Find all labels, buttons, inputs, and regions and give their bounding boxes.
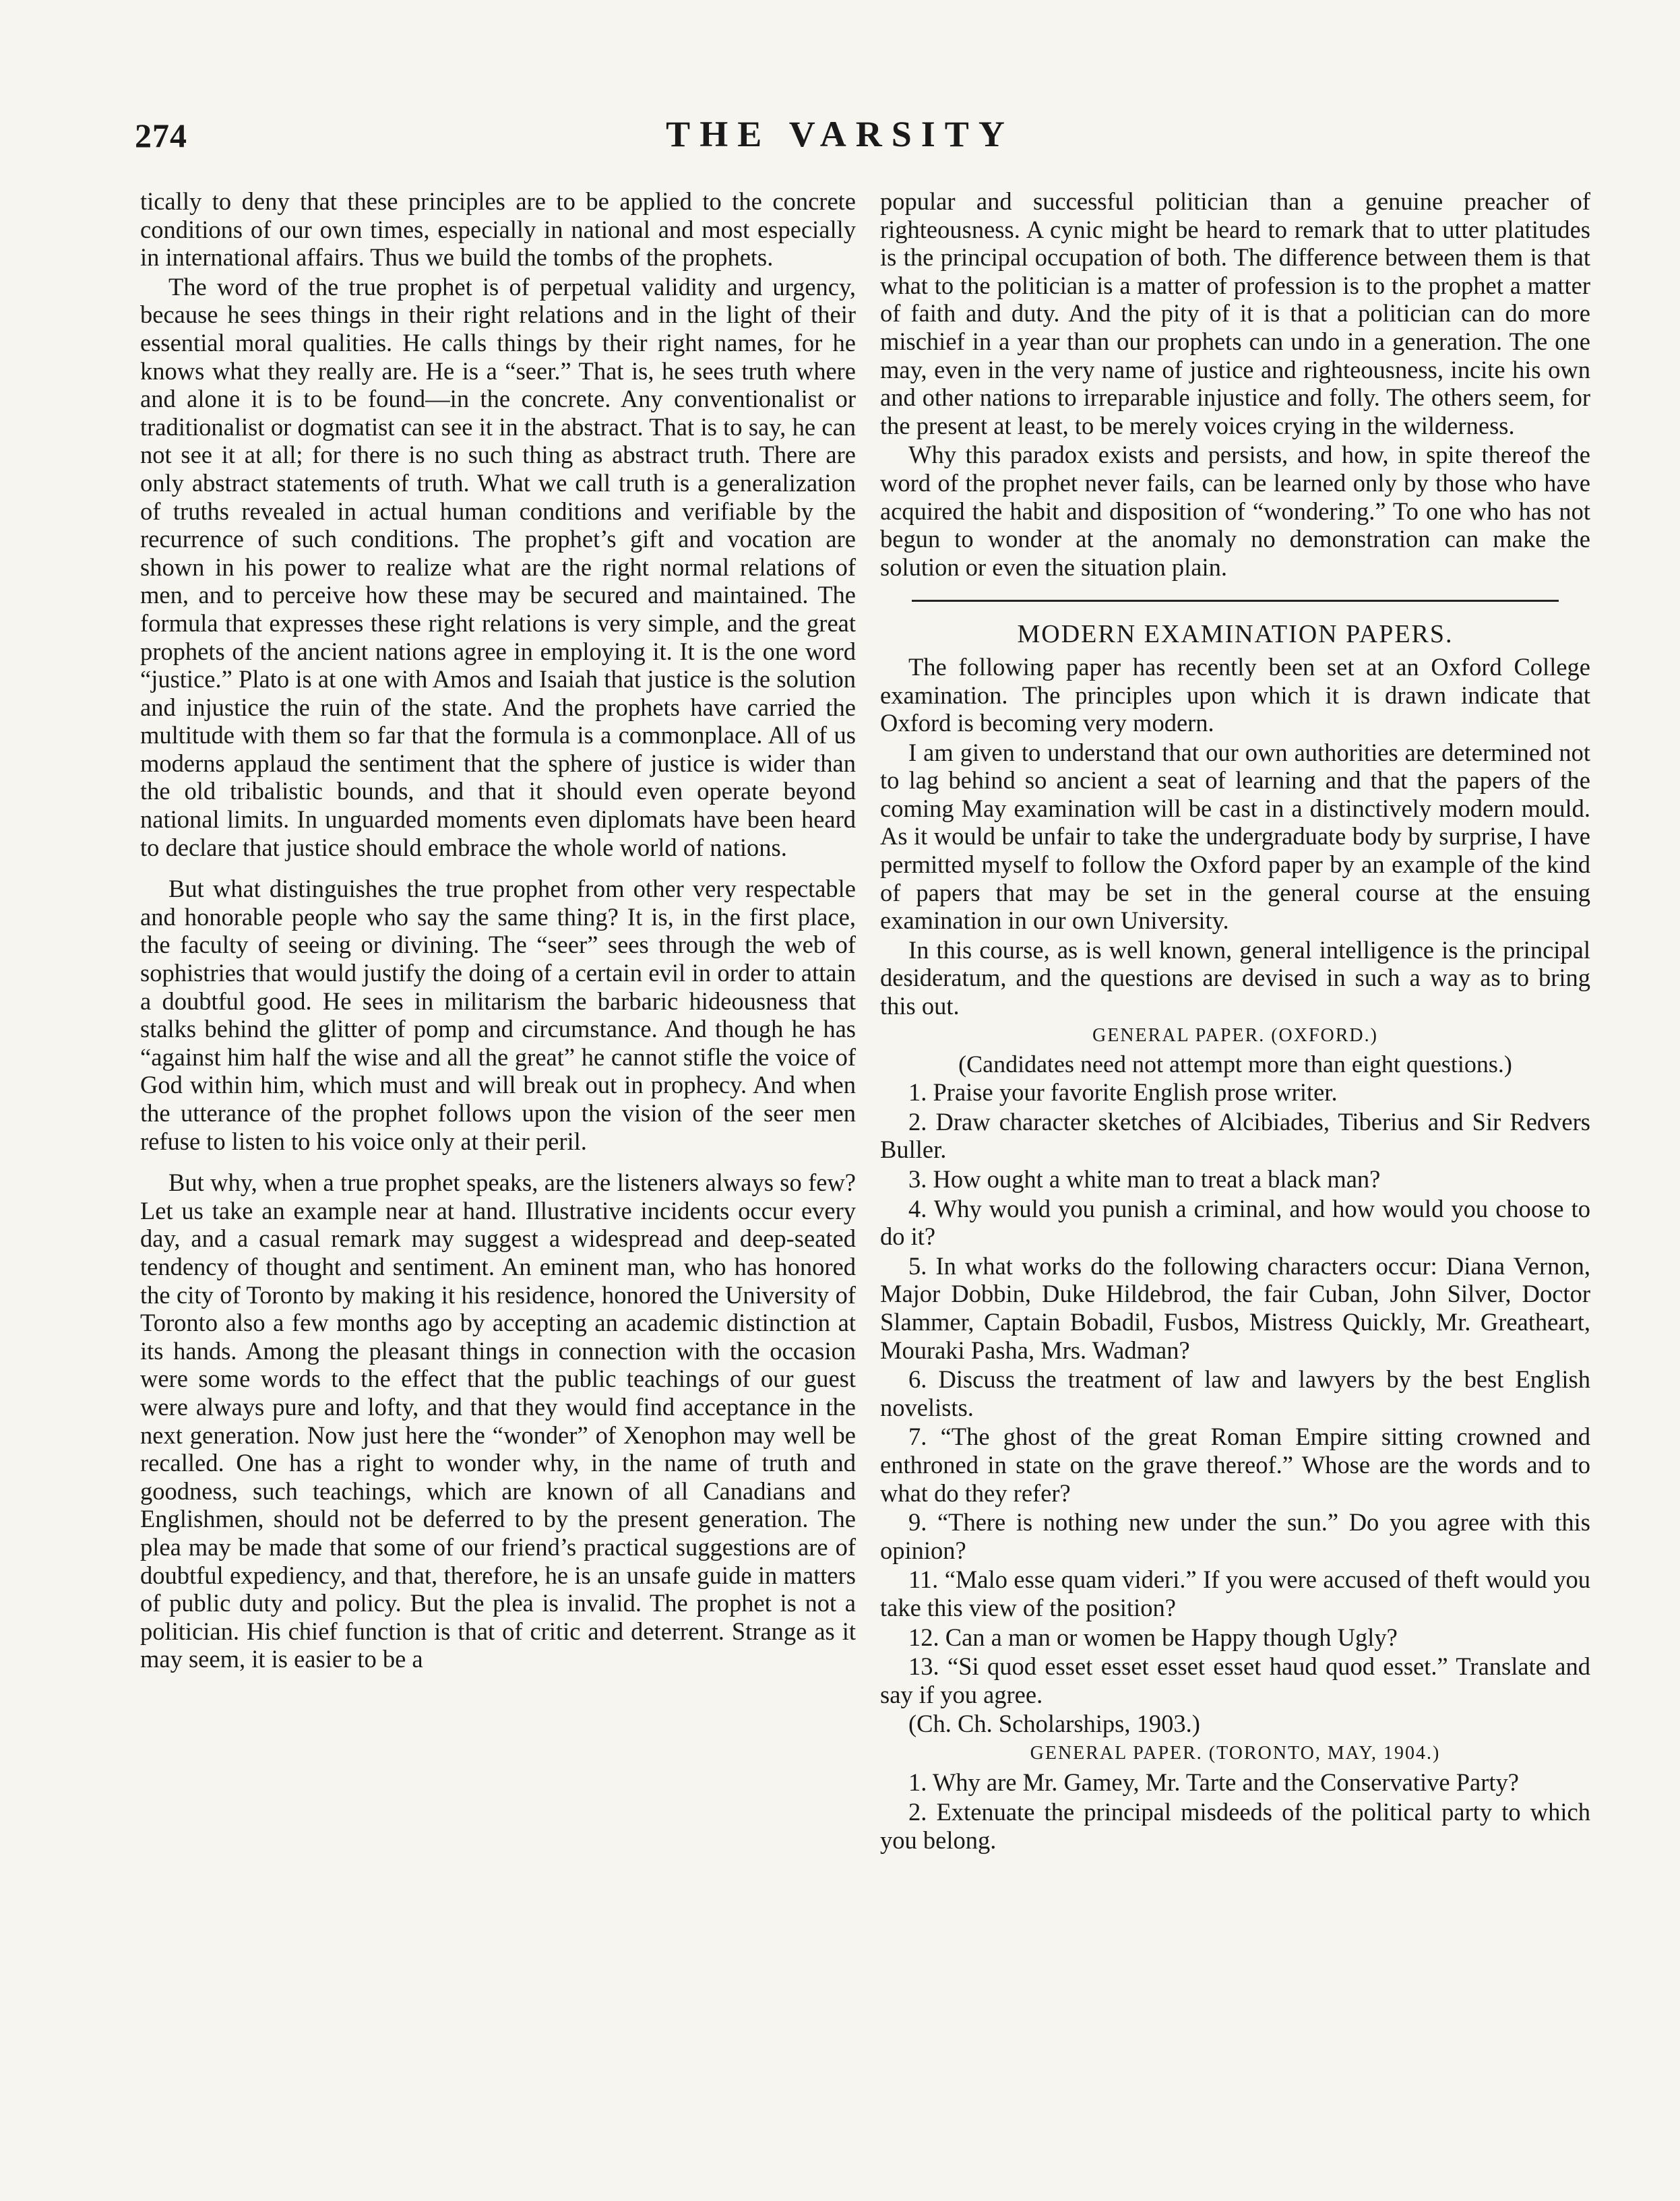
oxford-paper-note: (Candidates need not attempt more than eight questions.) [958,1051,1512,1078]
exam-question: 4. Why would you punish a criminal, and how would you choose to do it? [880,1194,1590,1251]
page-number: 274 [135,117,187,154]
section-divider [912,600,1559,602]
exam-question: 9. “There is nothing new under the sun.” Do you agree with this opinion? [880,1508,1590,1564]
journal-title: THE VARSITY [666,114,1014,154]
exam-question: 2. Extenuate the principal misdeeds of the political party to which you belong. [880,1798,1590,1854]
paragraph: Why this paradox exists and persists, and how, in spite thereof the word of the prophet never fails, can be learned only by those who have acquired the habit and disposition of “wondering.” To one who has not begun to wonder at the anomaly no demonstration can make the solution or even the situation plain. [880,441,1590,581]
oxford-paper-heading: GENERAL PAPER. (OXFORD.) [1092,1024,1378,1046]
paragraph: But what distinguishes the true prophet from other very respectable and honorable people who say the same thing? It is, in the first place, the faculty of seeing or divining. The “seer” sees through the web of sophistries that would justify the doing of a certain evil in order to attain a doubtful good. He sees in militarism the barbaric hideousness that stalks behind the glitter of pomp and circumstance. And though he has “against him half the wise and all the great” he cannot stifle the voice of God within him, which must and will break out in prophecy. And when the utterance of the prophet follows upon the vision of the seer men refuse to listen to his voice only at their peril. [140,875,856,1155]
exam-question: 11. “Malo esse quam videri.” If you were accused of theft would you take this view of the position? [880,1566,1590,1621]
exam-question: 5. In what works do the following characters occur: Diana Vernon, Major Dobbin, Duke Hildebrod, the fair Cuban, John Silver, Doctor Slammer, Captain Bobadil, Fusbos, Mistress Quickly, Mr. Greatheart, Mouraki Pasha, Mrs. Wadman? [880,1251,1590,1364]
right-column [880,187,1590,1854]
section-title: MODERN EXAMINATION PAPERS. [1017,620,1454,649]
paragraph: popular and successful politician than a genuine preacher of righteousness. A cynic might be heard to remark that to utter platitudes is the principal occupation of both. The difference between them is that what to the politician is a matter of profession is to the prophet a matter of faith and duty. And the pity of it is that a politician can do more mischief in a year than our prophets can undo in a generation. The one may, even in the very name of justice and righteousness, incite his own and other nations to irreparable injustice and folly. The others seem, for the present at least, to be merely voices crying in the wilderness. [880,187,1590,439]
exam-question: 1. Why are Mr. Gamey, Mr. Tarte and the Conservative Party? [908,1768,1519,1797]
exam-question: 12. Can a man or women be Happy though Ugly? [908,1623,1398,1651]
exam-question: 13. “Si quod esset esset esset esset haud quod esset.” Translate and say if you agree. [880,1652,1590,1708]
paragraph: tically to deny that these principles are to be applied to the concrete conditions of our own times, especially in national and most especially in international affairs. Thus we build the tombs of the prophets. [140,187,856,272]
paragraph: In this course, as is well known, general intelligence is the principal desideratum, and the questions are devised in such a way as to bring this out. [880,935,1590,1020]
paragraph: The following paper has recently been set at an Oxford College examination. The principles upon which it is drawn indicate that Oxford is becoming very modern. [880,652,1590,737]
paragraph: But why, when a true prophet speaks, are the listeners always so few? Let us take an example near at hand. Illustrative incidents occur every day, and a casual remark may suggest a widespread and deep-seated tendency of thought and sentiment. An eminent man, who has honored the city of Toronto by making it his residence, honored the University of Toronto also a few months ago by accepting an academic distinction at its hands. Among the pleasant things in connection with the occasion were some words to the effect that the public teachings of our guest were always pure and lofty, and that they would find acceptance in the next generation. Now just here the “wonder” of Xenophon may well be recalled. One has a right to wonder why, in the name of truth and goodness, such teachings, which are known of all Canadians and Englishmen, should not be deferred to by the present generation. The plea may be made that some of our friend’s practical suggestions are of doubtful expediency, and that, therefore, he is an unsafe guide in matters of public duty and policy. But the plea is invalid. The prophet is not a politician. His chief function is that of critic and deterrent. Strange as it may seem, it is easier to be a [140,1169,856,1673]
exam-question: 3. How ought a white man to treat a black man? [908,1165,1381,1193]
toronto-paper-heading: GENERAL PAPER. (TORONTO, MAY, 1904.) [1030,1742,1441,1764]
exam-question: 6. Discuss the treatment of law and lawyers by the best English novelists. [880,1365,1590,1421]
exam-question: 1. Praise your favorite English prose writer. [908,1078,1338,1107]
exam-source: (Ch. Ch. Scholarships, 1903.) [908,1710,1200,1738]
left-column [140,187,856,1673]
paragraph: The word of the true prophet is of perpetual validity and urgency, because he sees things in their right relations and in the light of their essential moral qualities. He calls things by their right names, for he knows what they really are. He is a “seer.” That is, he sees truth where and alone it is to be found—in the concrete. Any conventionalist or traditionalist or dogmatist can see it in the abstract. That is to say, he can not see it at all; for there is no such thing as abstract truth. There are only abstract statements of truth. What we call truth is a generalization of truths revealed in actual human conditions and verifiable by the recurrence of such conditions. The prophet’s gift and vocation are shown in his power to realize what are the right normal relations of men, and to perceive how these may be secured and maintained. The formula that expresses these right relations is very simple, and the great prophets of the ancient nations agree in employing it. It is the one word “justice.” Plato is at one with Amos and Isaiah that justice is the solution and injustice the ruin of the state. And the prophets have carried the multitude with them so far that the formula is a commonplace. All of us moderns applaud the sentiment that the sphere of justice is wider than the old tribalistic bounds, and that it should even operate beyond national limits. In unguarded moments even diplomats have been heard to declare that justice should embrace the whole world of nations. [140,272,856,861]
exam-question: 7. “The ghost of the great Roman Empire sitting crowned and enthroned in state on the grave thereof.” Whose are the words and to what do they refer? [880,1423,1590,1507]
paragraph: I am given to understand that our own authorities are determined not to lag behind so ancient a seat of learning and that the papers of the coming May examination will be cast in a distinctively modern mould. As it would be unfair to take the undergraduate body by surprise, I have permitted myself to follow the Oxford paper by an example of the kind of papers that may be set in the general course at the ensuing examination in our own University. [880,738,1590,935]
exam-question: 2. Draw character sketches of Alcibiades, Tiberius and Sir Redvers Buller. [880,1107,1590,1164]
